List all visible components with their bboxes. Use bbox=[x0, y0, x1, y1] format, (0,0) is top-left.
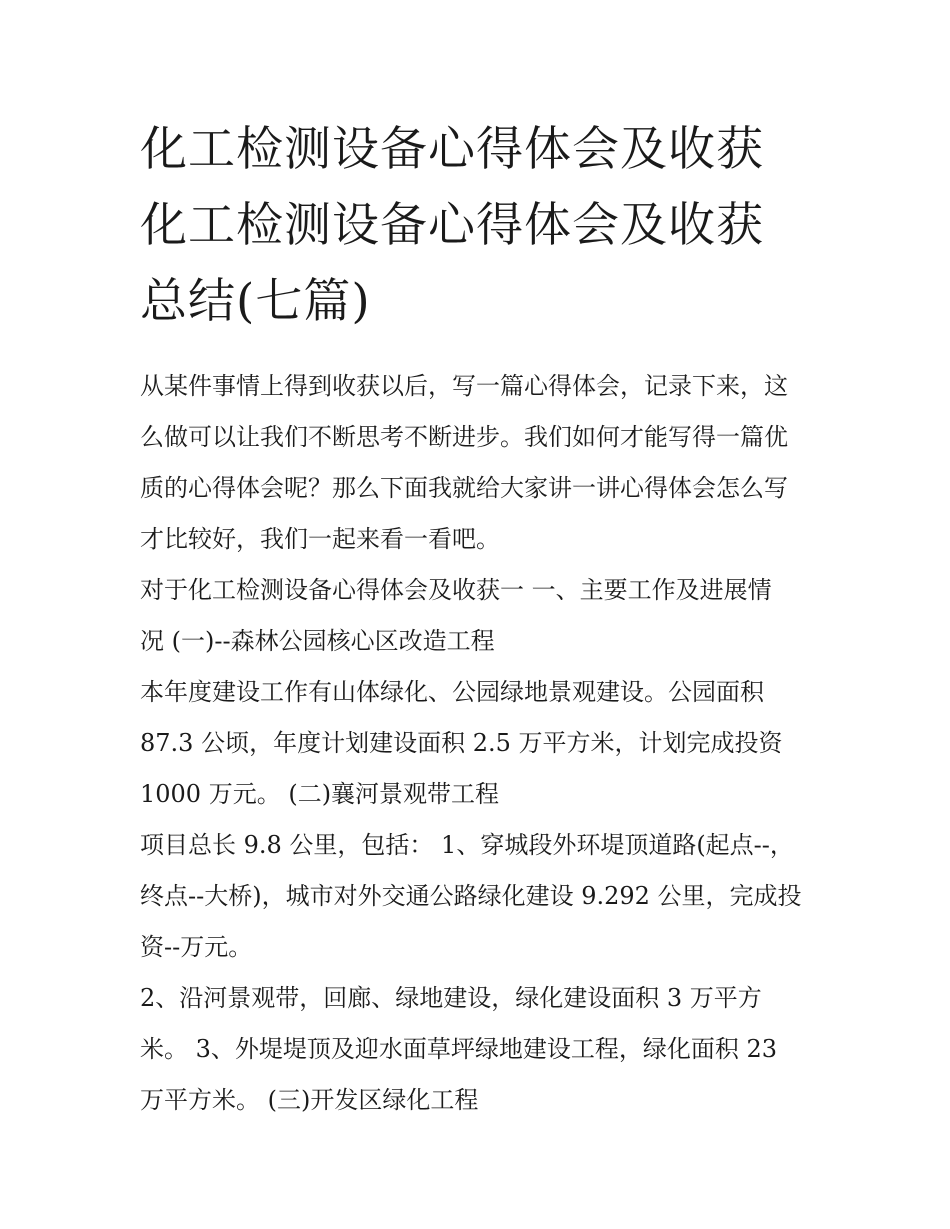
document-page bbox=[140, 112, 820, 1126]
body-line: 么做可以让我们不断思考不断进步。我们如何才能写得一篇优 bbox=[140, 423, 788, 451]
title-line: 总结(七篇) bbox=[140, 274, 371, 329]
body-line: 终点--大桥)，城市对外交通公路绿化建设 9.292 公里，完成投 bbox=[140, 882, 802, 910]
title-line: 化工检测设备心得体会及收获 bbox=[140, 122, 764, 177]
body-line: 项目总长 9.8 公里，包括： 1、穿城段外环堤顶道路(起点--， bbox=[140, 831, 794, 859]
body-line: 万平方米。 (三)开发区绿化工程 bbox=[140, 1086, 479, 1114]
body-line: 质的心得体会呢？那么下面我就给大家讲一讲心得体会怎么写 bbox=[140, 474, 788, 502]
body-line: 87.3 公顷，年度计划建设面积 2.5 万平方米，计划完成投资 bbox=[140, 729, 783, 757]
body-line: 才比较好，我们一起来看一看吧。 bbox=[140, 525, 500, 553]
body-line: 从某件事情上得到收获以后，写一篇心得体会，记录下来，这 bbox=[140, 372, 788, 400]
body-line: 资--万元。 bbox=[140, 933, 253, 961]
body-line: 对于化工检测设备心得体会及收获一 一、主要工作及进展情 bbox=[140, 576, 772, 604]
body-line: 1000 万元。 (二)襄河景观带工程 bbox=[140, 780, 500, 808]
title-line: 化工检测设备心得体会及收获 bbox=[140, 198, 764, 253]
body-line: 米。 3、外堤堤顶及迎水面草坪绿地建设工程，绿化面积 23 bbox=[140, 1035, 778, 1063]
body-line: 况 (一)--森林公园核心区改造工程 bbox=[140, 627, 495, 655]
body-line: 本年度建设工作有山体绿化、公园绿地景观建设。公园面积 bbox=[140, 678, 764, 706]
document-body bbox=[140, 361, 820, 1126]
body-line: 2、沿河景观带，回廊、绿地建设，绿化建设面积 3 万平方 bbox=[140, 984, 762, 1012]
document-title bbox=[140, 112, 820, 340]
